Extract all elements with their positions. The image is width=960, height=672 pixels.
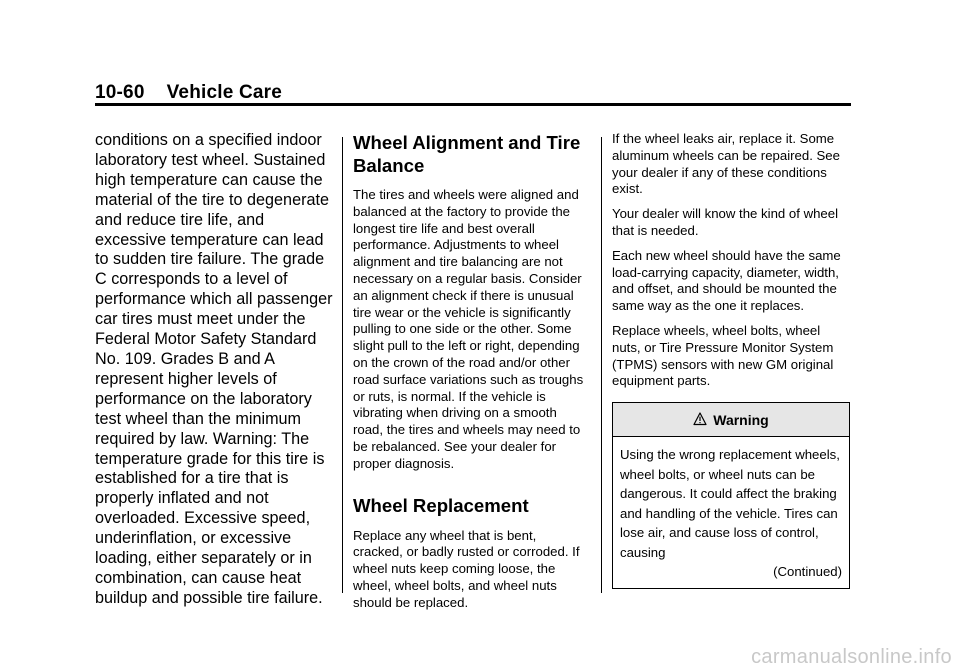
page-header	[95, 82, 282, 104]
column-divider-1	[342, 137, 343, 593]
tire-temperature-paragraph: conditions on a specified indoor laboratory test wheel. Sustained high temperature can cause the material of the tire to degenerate and reduce tire life, and excessive temperature can lead to sudden tire failure. The grade C corresponds to a level of performance which all passenger car tires must meet under the Federal Motor Safety Standard No. 109. Grades B and A represent higher levels of performance on the laboratory test wheel than the minimum required by law. Warning: The temperature grade for this tire is established for a tire that is properly inflated and not overloaded. Excessive speed, underinflation, or excessive loading, either separately or in combination, can cause heat buildup and possible tire failure.	[95, 131, 333, 607]
warning-header	[613, 403, 849, 437]
column-divider-2	[601, 137, 602, 593]
wheel-alignment-heading: Wheel Alignment and Tire Balance	[353, 132, 581, 176]
wheel-replacement-paragraph: Replace any wheel that is bent, cracked, or badly rusted or corroded. If wheel nuts keep coming loose, the wheel, wheel bolts, and wheel nuts should be replaced.	[353, 527, 580, 610]
new-wheel-paragraph: Each new wheel should have the same load-carrying capacity, diameter, width, and offset, and should be mounted the same way as the one it replaces.	[612, 247, 841, 314]
section-title: Vehicle Care	[166, 82, 283, 103]
warning-body	[613, 437, 849, 588]
dealer-paragraph: Your dealer will know the kind of wheel that is needed.	[612, 206, 839, 238]
header-rule	[95, 103, 851, 106]
wheel-replacement-heading: Wheel Replacement	[353, 494, 529, 516]
column-2	[353, 131, 589, 612]
wheel-leak-paragraph: If the wheel leaks air, replace it. Some aluminum wheels can be repaired. See your dealer if any of these conditions exist.	[612, 131, 840, 197]
replace-parts-paragraph: Replace wheels, wheel bolts, wheel nuts, or Tire Pressure Monitor System (TPMS) sensors with new GM original equipment parts.	[612, 322, 834, 389]
page-number: 10-60	[95, 82, 145, 103]
warning-title: Warning	[713, 411, 769, 428]
wheel-alignment-paragraph: The tires and wheels were aligned and balanced at the factory to provide the longest tire life and best overall performance. Adjustments to wheel alignment and tire balancing are not necessary on a regular basis. Consider an alignment check if there is unusual tire wear or the vehicle is significantly pulling to one side or the other. Some slight pull to the left or right, depending on the crown of the road and/or other road surface variations such as troughs or ruts, is normal. If the vehicle is vibrating when driving on a smooth road, the tires and wheels may need to be rebalanced. See your dealer for proper diagnosis.	[353, 187, 584, 471]
column-3	[612, 131, 852, 589]
warning-box	[612, 402, 850, 589]
warning-triangle-icon	[693, 412, 707, 426]
watermark: carmanualsonline.info	[751, 646, 952, 668]
continued-label: (Continued)	[773, 564, 842, 580]
column-1	[95, 131, 335, 609]
warning-text: Using the wrong replacement wheels, wheel bolts, or wheel nuts can be dangerous. It could affect the braking and handling of the vehicle. Tires can lose air, and cause loss of control, causing	[620, 447, 840, 560]
